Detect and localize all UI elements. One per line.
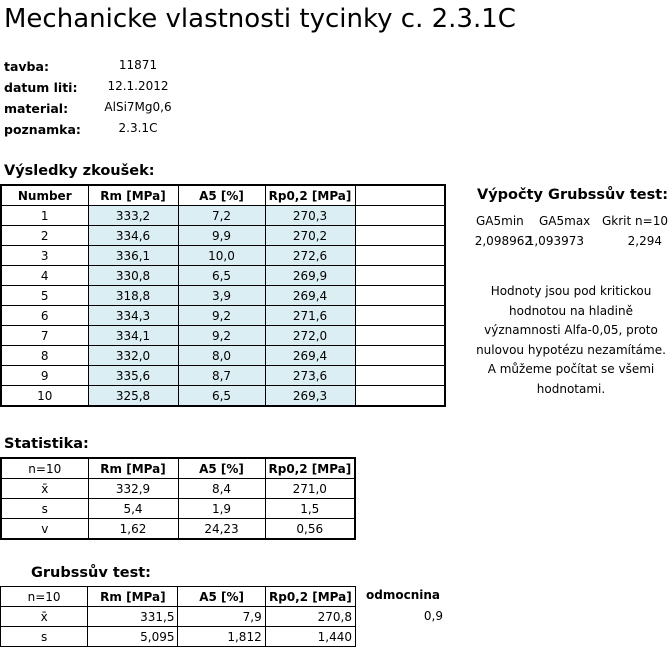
table-cell: 5,4	[88, 499, 178, 519]
table-cell: 9	[1, 366, 88, 386]
grubbs-value-ga5min: 2,098962	[474, 234, 532, 248]
table-cell: 7	[1, 326, 88, 346]
meta-value-material: AlSi7Mg0,6	[104, 100, 172, 114]
table-cell: 8,0	[178, 346, 265, 366]
table-cell: 5	[1, 286, 88, 306]
results-table	[0, 184, 446, 407]
empty-cell	[355, 386, 445, 407]
table-cell: v	[1, 519, 88, 540]
table-cell: 269,4	[265, 286, 355, 306]
empty-cell	[355, 246, 445, 266]
table-header-row	[1, 185, 445, 206]
table-cell: s	[1, 499, 88, 519]
meta-label-datum: datum liti:	[4, 80, 78, 95]
empty-cell	[355, 366, 445, 386]
table-cell: 269,4	[265, 346, 355, 366]
table-cell: 335,6	[88, 366, 178, 386]
table-row	[1, 519, 355, 540]
table-cell: 271,0	[265, 479, 355, 499]
table-cell: 1	[1, 206, 88, 226]
empty-cell	[355, 306, 445, 326]
statistics-heading: Statistika:	[4, 436, 89, 452]
column-header: A5 [%]	[178, 458, 265, 479]
column-header: A5 [%]	[178, 185, 265, 206]
table-cell: 331,5	[88, 607, 178, 627]
table-cell: 269,3	[265, 386, 355, 407]
meta-label-tavba: tavba:	[4, 59, 49, 74]
table-cell: 334,1	[88, 326, 178, 346]
table-row	[1, 386, 445, 407]
table-row	[1, 306, 445, 326]
table-cell: 332,0	[88, 346, 178, 366]
odmocnina-value: 0,9	[423, 609, 443, 623]
column-header: Rm [MPa]	[88, 185, 178, 206]
table-row	[1, 346, 445, 366]
table-cell: 7,2	[178, 206, 265, 226]
table-cell: 330,8	[88, 266, 178, 286]
column-header: Number	[1, 185, 88, 206]
table-cell: 9,2	[178, 306, 265, 326]
table-row	[1, 266, 445, 286]
table-cell: 8,7	[178, 366, 265, 386]
table-cell: 10	[1, 386, 88, 407]
table-cell: 271,6	[265, 306, 355, 326]
table-cell: 4	[1, 266, 88, 286]
table-cell: x̄	[1, 607, 88, 627]
table-cell: 336,1	[88, 246, 178, 266]
table-header-row	[1, 587, 356, 607]
meta-label-poznamka: poznamka:	[4, 122, 81, 137]
table-cell: 270,3	[265, 206, 355, 226]
table-cell: 8,4	[178, 479, 265, 499]
column-header: Rm [MPa]	[88, 587, 178, 607]
table-cell: 9,2	[178, 326, 265, 346]
grubbs-label-gkrit: Gkrit n=10	[602, 214, 668, 228]
empty-cell	[355, 346, 445, 366]
table-cell: s	[1, 627, 88, 647]
column-header: Rm [MPa]	[88, 458, 178, 479]
table-cell: 6,5	[178, 266, 265, 286]
table-cell: 0,56	[265, 519, 355, 540]
table-row	[1, 226, 445, 246]
table-cell: 6,5	[178, 386, 265, 407]
empty-cell	[355, 226, 445, 246]
grubbs-test-heading: Grubssův test:	[31, 565, 151, 581]
meta-value-tavba: 11871	[118, 58, 158, 72]
table-cell: 325,8	[88, 386, 178, 407]
table-cell: 3	[1, 246, 88, 266]
column-header: Rp0,2 [MPa]	[265, 185, 355, 206]
table-cell: 269,9	[265, 266, 355, 286]
table-row	[1, 246, 445, 266]
table-cell: 6	[1, 306, 88, 326]
table-cell: 1,9	[178, 499, 265, 519]
column-header: Rp0,2 [MPa]	[265, 458, 355, 479]
table-cell: 8	[1, 346, 88, 366]
table-cell: 10,0	[178, 246, 265, 266]
table-cell: 7,9	[178, 607, 265, 627]
table-cell: 334,6	[88, 226, 178, 246]
table-header-row	[1, 458, 355, 479]
table-cell: 9,9	[178, 226, 265, 246]
table-cell: 333,2	[88, 206, 178, 226]
page-title: Mechanicke vlastnosti tycinky c. 2.3.1C	[4, 4, 516, 34]
table-row	[1, 286, 445, 306]
empty-cell	[355, 185, 445, 206]
table-cell: 318,8	[88, 286, 178, 306]
statistics-table	[0, 457, 356, 540]
table-cell: 270,8	[265, 607, 355, 627]
table-cell: 1,812	[178, 627, 265, 647]
table-row	[1, 627, 356, 647]
empty-cell	[355, 266, 445, 286]
table-cell: x̄	[1, 479, 88, 499]
column-header: Rp0,2 [MPa]	[265, 587, 355, 607]
empty-cell	[355, 326, 445, 346]
table-row	[1, 366, 445, 386]
table-cell: 24,23	[178, 519, 265, 540]
table-cell: 270,2	[265, 226, 355, 246]
table-row	[1, 326, 445, 346]
meta-value-poznamka: 2.3.1C	[118, 121, 158, 135]
table-row	[1, 499, 355, 519]
grubbs-label-ga5min: GA5min	[476, 214, 524, 228]
meta-value-datum: 12.1.2012	[107, 79, 169, 93]
empty-cell	[355, 286, 445, 306]
table-row	[1, 206, 445, 226]
table-cell: 273,6	[265, 366, 355, 386]
grubbs-note: Hodnoty jsou pod kritickou hodnotou na hladině významnosti Alfa-0,05, proto nulovou hypotézu nezamítáme. A můžeme počítat se všemi hodnotami.	[476, 284, 666, 396]
table-row	[1, 607, 356, 627]
grubbs-calc-heading: Výpočty Grubssův test:	[477, 187, 669, 203]
column-header: n=10	[1, 587, 88, 607]
table-cell: 1,62	[88, 519, 178, 540]
grubbs-value-gkrit: 2,294	[627, 234, 662, 248]
table-cell: 332,9	[88, 479, 178, 499]
column-header: A5 [%]	[178, 587, 265, 607]
column-header: n=10	[1, 458, 88, 479]
table-cell: 334,3	[88, 306, 178, 326]
table-cell: 2	[1, 226, 88, 246]
table-cell: 1,5	[265, 499, 355, 519]
grubbs-value-ga5max: 1,093973	[526, 234, 584, 248]
table-row	[1, 479, 355, 499]
table-cell: 272,0	[265, 326, 355, 346]
empty-cell	[355, 206, 445, 226]
odmocnina-label: odmocnina	[366, 588, 440, 602]
grubbs-label-ga5max: GA5max	[539, 214, 591, 228]
table-cell: 5,095	[88, 627, 178, 647]
table-cell: 272,6	[265, 246, 355, 266]
meta-label-material: material:	[4, 101, 69, 116]
table-cell: 3,9	[178, 286, 265, 306]
table-cell: 1,440	[265, 627, 355, 647]
grubbs-test-table	[0, 586, 356, 647]
results-heading: Výsledky zkoušek:	[4, 163, 155, 179]
